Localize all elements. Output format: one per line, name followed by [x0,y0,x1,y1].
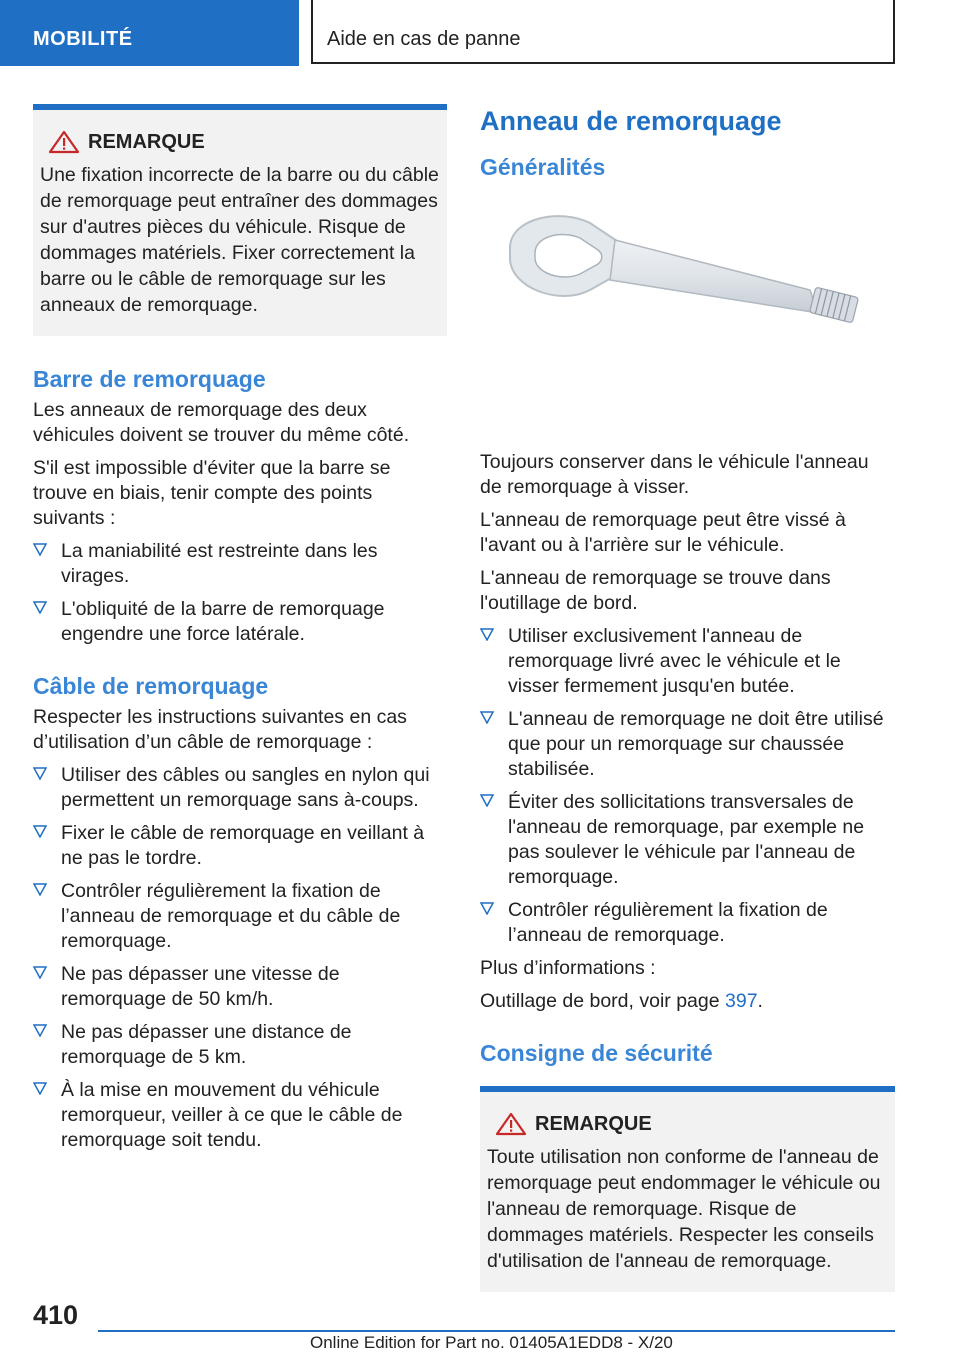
section-label: Aide en cas de panne [327,28,521,50]
list-item-text: La maniabilité est restreinte dans les virages. [61,540,378,587]
list-item-text: Ne pas dépasser une vitesse de remorquage de 50 km/h. [61,963,340,1010]
list-item [33,1078,447,1153]
towing-eye-paragraph: L'anneau de remorquage peut être vissé à l'avant ou à l'arrière sur le véhicule. [480,509,846,556]
list-item [480,624,895,699]
list-item-text: L'obliquité de la barre de remorquage engendre une force latérale. [61,598,385,645]
list-item-text: Fixer le câble de remorquage en veillant à ne pas le tordre. [61,822,425,869]
tow-cable-list [33,763,447,1153]
notice-title [40,130,439,154]
tow-bar-paragraph: S'il est impossible d'éviter que la barre se trouve en biais, tenir compte des points suivants : [33,457,391,529]
tow-cable-paragraph: Respecter les instructions suivantes en cas d’utilisation d’un câble de remorquage : [33,706,407,753]
reference-suffix: . [757,990,763,1012]
list-item [480,707,895,782]
list-item [33,879,447,954]
list-item-text: Contrôler régulièrement la fixation de l’anneau de remorquage. [508,899,828,946]
list-item [33,763,447,813]
triangle-bullet-icon [480,901,494,915]
warning-icon [495,1112,527,1136]
tow-bar-list [33,539,447,647]
notice-title-text: REMARQUE [535,1112,652,1135]
list-item-text: Contrôler régulièrement la fixation de l’anneau de remorquage et du câble de remorquage. [61,880,401,952]
notice-box [480,1086,895,1292]
triangle-bullet-icon [480,793,494,807]
right-column [480,104,895,1320]
list-item [480,898,895,948]
list-item [33,539,447,589]
tow-cable-heading: Câble de remorquage [33,673,269,699]
towing-eye-title: Anneau de remorquage [480,106,782,136]
triangle-bullet-icon [480,627,494,641]
triangle-bullet-icon [33,824,47,838]
notice-box [33,104,447,336]
triangle-bullet-icon [33,766,47,780]
triangle-bullet-icon [33,1081,47,1095]
list-item-text: L'anneau de remorquage ne doit être utilisé que pour un remorquage sur chaussée stabilisée. [508,708,884,780]
list-item-text: Éviter des sollicitations transversales de l'anneau de remorquage, par exemple ne pas soulever le véhicule par l'anneau de remorquage. [508,791,865,888]
triangle-bullet-icon [33,1023,47,1037]
towing-eye-paragraph: L'anneau de remorquage se trouve dans l'outillage de bord. [480,567,831,614]
list-item-text: Ne pas dépasser une distance de remorquage de 5 km. [61,1021,352,1068]
list-item-text: À la mise en mouvement du véhicule remorqueur, veiller à ce que le câble de remorquage soit tendu. [61,1079,403,1151]
left-column [33,104,447,1161]
triangle-bullet-icon [33,965,47,979]
reference-text: Outillage de bord, voir page [480,990,720,1012]
chapter-label: MOBILITÉ [33,28,133,50]
towing-eye-illustration [480,198,895,428]
notice-text: Toute utilisation non conforme de l'anneau de remorquage peut endommager le véhicule ou l'anneau de remorquage. Risque de dommages matériels. Respecter les conseils d'utilisation de l'anneau de remorquage. [487,1146,881,1272]
edition-label: Online Edition for Part no. 01405A1EDD8 - X/20 [310,1333,673,1352]
general-heading: Généralités [480,154,606,180]
notice-text: Une fixation incorrecte de la barre ou du câble de remorquage peut entraîner des dommages sur d'autres pièces du véhicule. Risque de dommages matériels. Fixer correctement la barre ou le câble de remorquage sur les anneaux de remorquage. [40,164,439,316]
section-header [311,0,895,64]
list-item [33,1020,447,1070]
page-number: 410 [33,1300,79,1330]
page-link[interactable]: 397 [725,990,758,1012]
towing-eye-list [480,624,895,948]
more-info-label: Plus d’informations : [480,957,656,979]
triangle-bullet-icon [33,542,47,556]
list-item-text: Utiliser exclusivement l'anneau de remorquage livré avec le véhicule et le visser fermement jusqu'en butée. [508,625,841,697]
page-reference [480,989,895,1014]
footer-divider [98,1330,895,1332]
tow-bar-paragraph: Les anneaux de remorquage des deux véhicules doivent se trouver du même côté. [33,399,410,446]
notice-title [487,1112,887,1136]
list-item-text: Utiliser des câbles ou sangles en nylon qui permettent un remorquage sans à-coups. [61,764,430,811]
list-item [33,597,447,647]
triangle-bullet-icon [33,882,47,896]
safety-heading: Consigne de sécurité [480,1040,713,1066]
list-item [480,790,895,890]
notice-title-text: REMARQUE [88,130,205,153]
towing-eye-paragraph: Toujours conserver dans le véhicule l'anneau de remorquage à visser. [480,451,869,498]
chapter-tab [0,0,299,66]
list-item [33,962,447,1012]
warning-icon [48,130,80,154]
triangle-bullet-icon [480,710,494,724]
triangle-bullet-icon [33,600,47,614]
list-item [33,821,447,871]
tow-bar-heading: Barre de remorquage [33,366,266,392]
